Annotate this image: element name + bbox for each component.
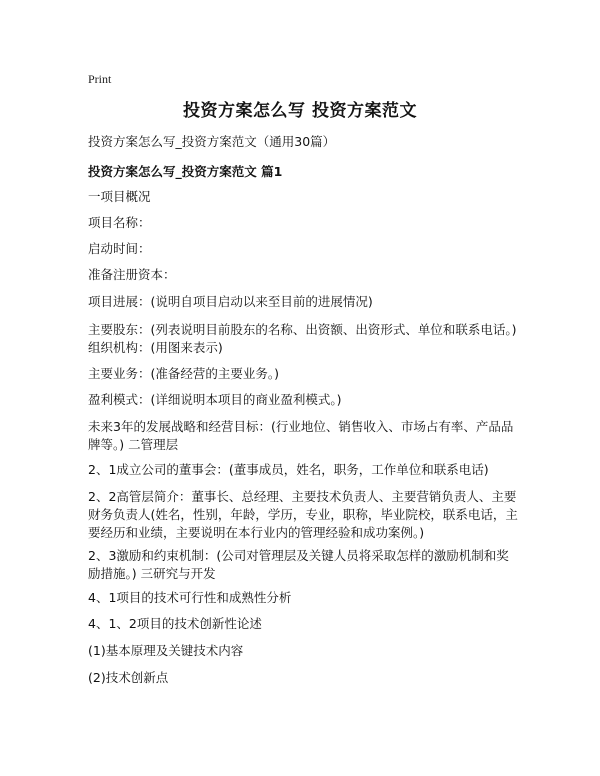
paragraph-profit-model: 盈利模式：(详细说明本项目的商业盈利模式。) <box>88 392 342 407</box>
paragraph-strategy: 未来3年的发展战略和经营目标：(行业地位、销售收入、市场占有率、产品品牌等。) 二管理层 <box>88 419 514 452</box>
paragraph-start-time: 启动时间： <box>88 241 151 256</box>
paragraph-overview: 一项目概况 <box>88 189 151 204</box>
paragraph-principles: (1)基本原理及关键技术内容 <box>88 643 244 658</box>
section-heading: 投资方案怎么写_投资方案范文 篇1 <box>88 164 283 179</box>
paragraph-feasibility: 4、1项目的技术可行性和成熟性分析 <box>88 590 292 605</box>
paragraph-innovation: 4、1、2项目的技术创新性论述 <box>88 616 262 631</box>
paragraph-progress: 项目进展：(说明自项目启动以来至目前的进展情况) <box>88 294 373 309</box>
paragraph-innovation-points: (2)技术创新点 <box>88 670 169 685</box>
paragraph-board: 2、1成立公司的董事会：(董事成员，姓名，职务，工作单位和联系电话) <box>88 462 489 477</box>
document-subtitle: 投资方案怎么写_投资方案范文（通用30篇） <box>88 134 336 149</box>
paragraph-shareholders: 主要股东：(列表说明目前股东的名称、出资额、出资形式、单位和联系电话。) 组织机构：(用图来表示) <box>88 322 517 355</box>
document-title: 投资方案怎么写 投资方案范文 <box>183 101 417 121</box>
paragraph-incentives: 2、3激励和约束机制：(公司对管理层及关键人员将采取怎样的激励机制和奖励措施。) 三研究与开发 <box>88 548 509 581</box>
paragraph-registered-capital: 准备注册资本： <box>88 267 176 282</box>
paragraph-project-name: 项目名称： <box>88 215 151 230</box>
paragraph-main-business: 主要业务：(准备经营的主要业务。) <box>88 366 280 381</box>
print-label: Print <box>88 72 112 86</box>
paragraph-executives: 2、2高管层简介：董事长、总经理、主要技术负责人、主要营销负责人、主要财务负责人(姓名，性别，年龄，学历，专业，职称，毕业院校，联系电话，主要经历和业绩，主要说明在本行业内的管理经验和成功案例。) <box>88 489 518 540</box>
